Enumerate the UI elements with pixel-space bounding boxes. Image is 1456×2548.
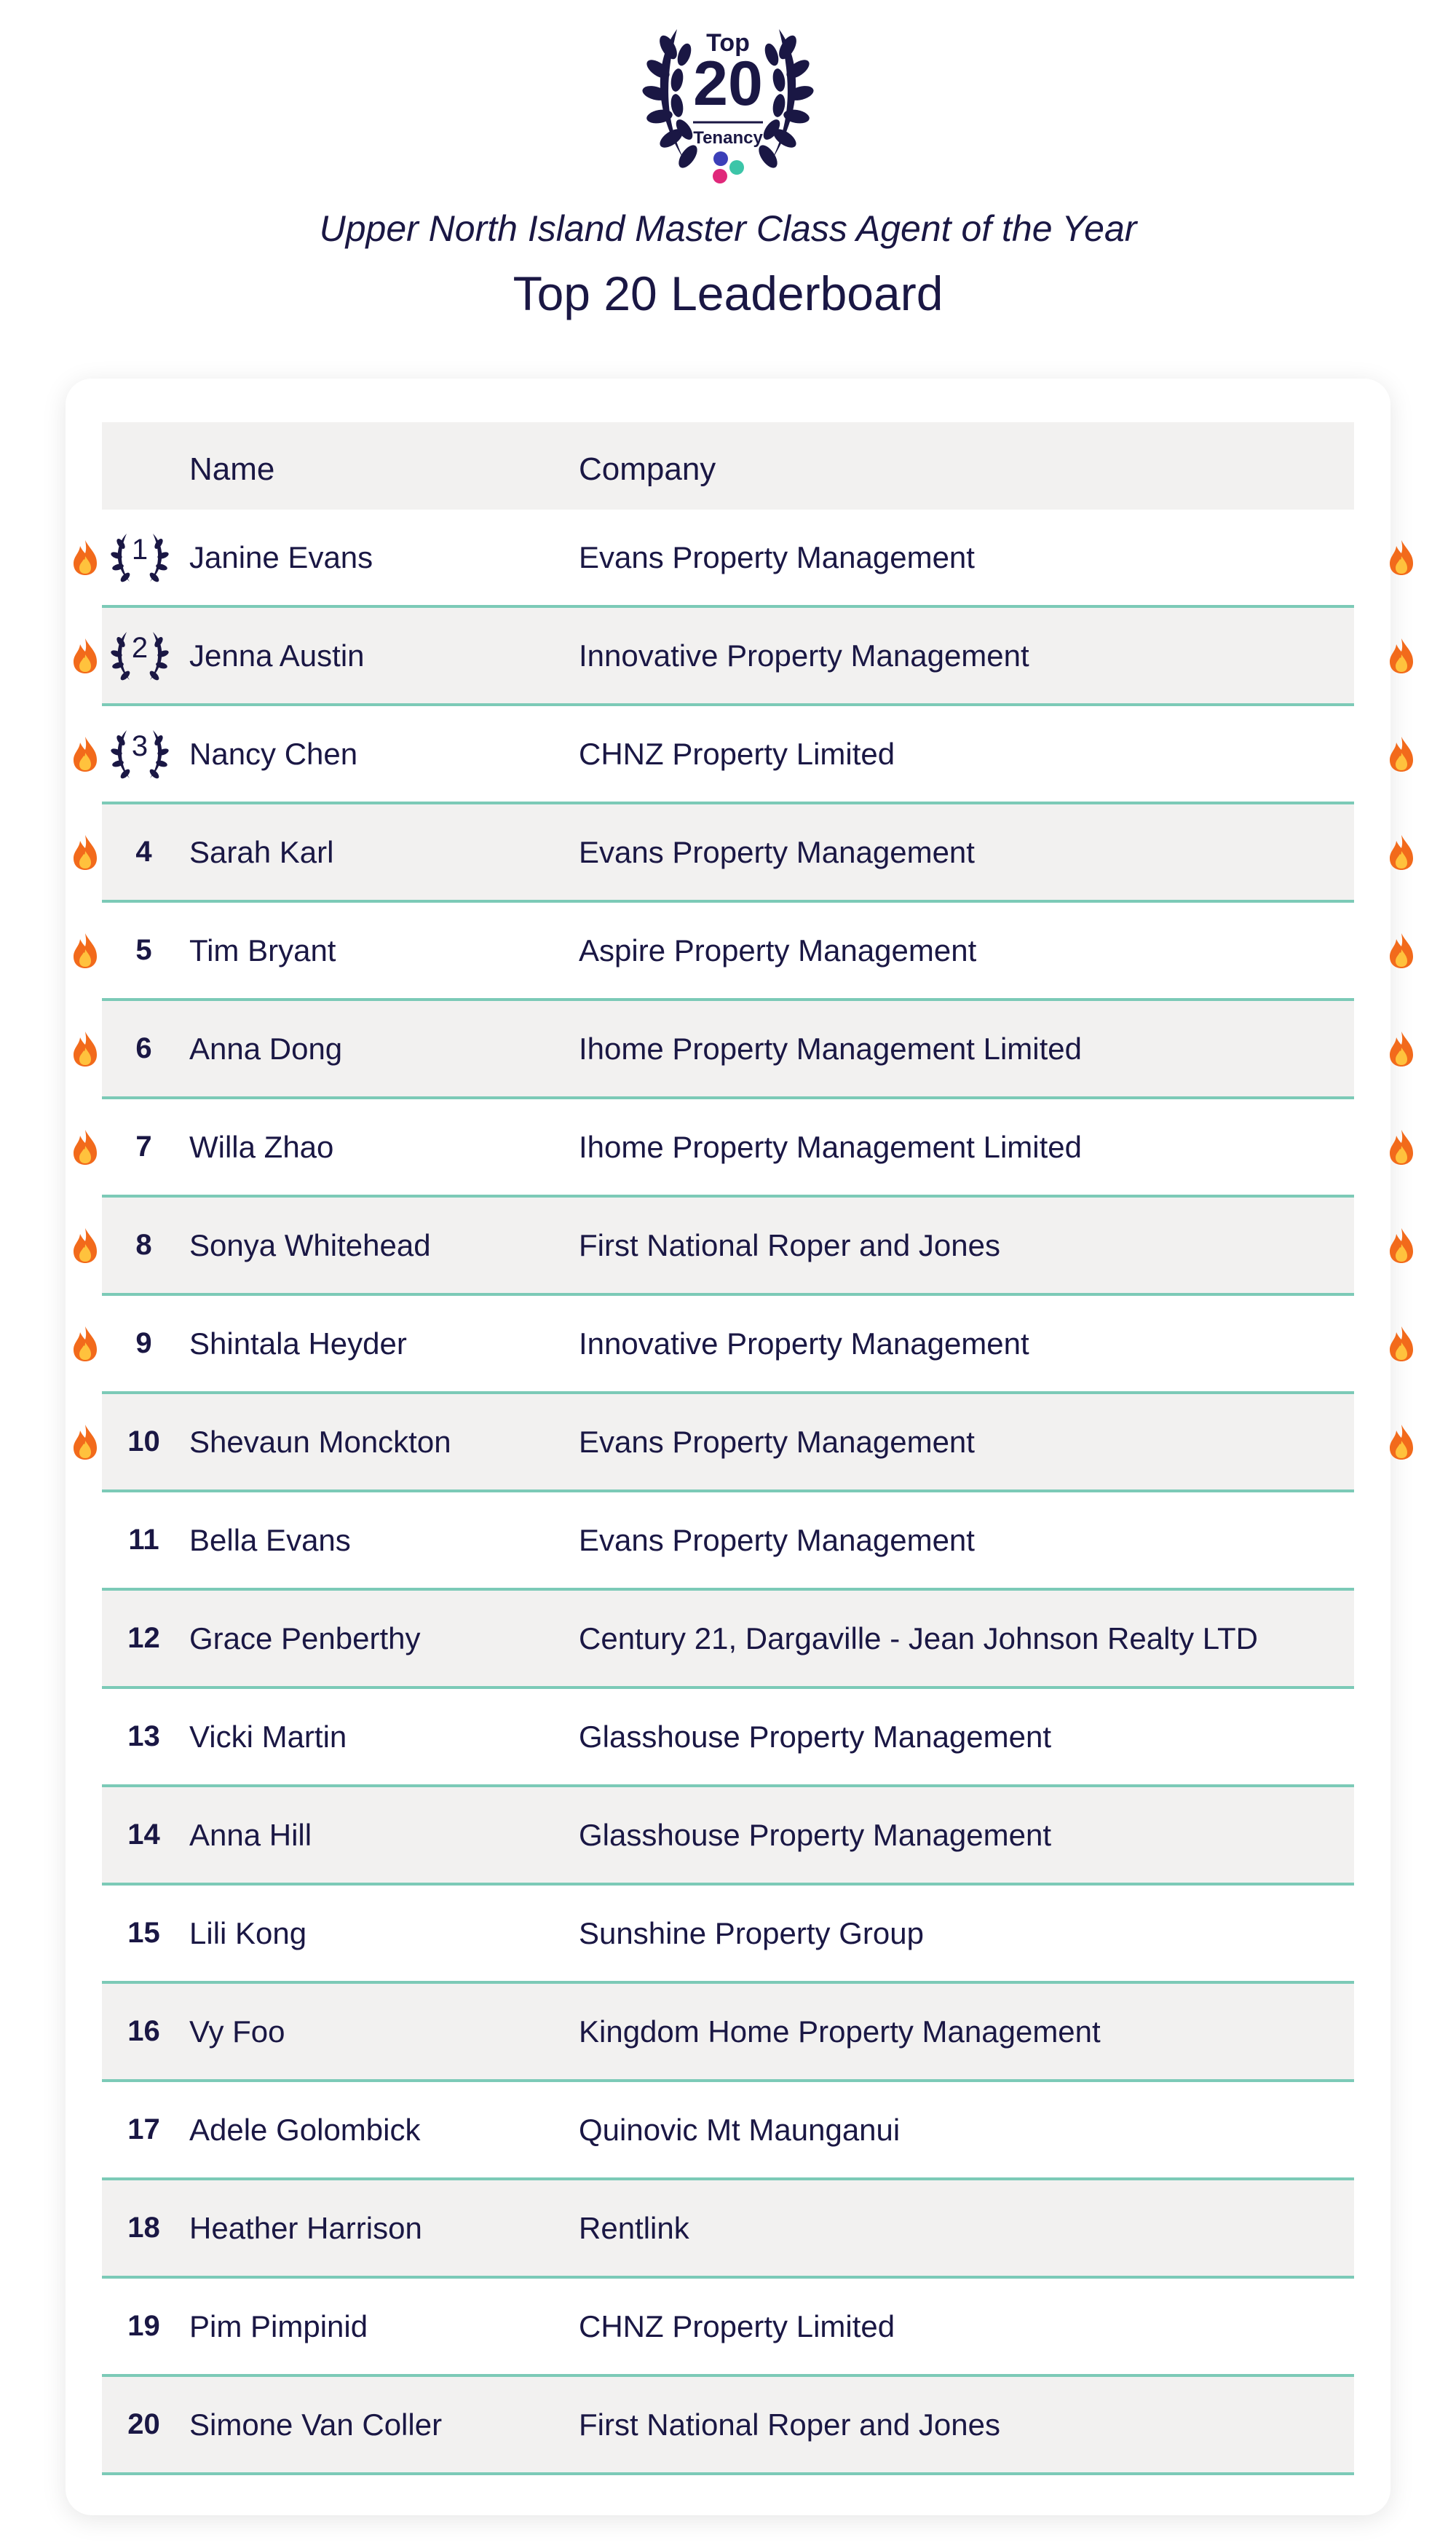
agent-company: CHNZ Property Limited [579, 2309, 895, 2343]
table-row [102, 903, 1354, 1001]
rank-number: 16 [127, 2015, 160, 2047]
agent-company: Evans Property Management [579, 835, 975, 869]
logo-dot-blue [713, 151, 728, 166]
logo-word: Tenancy [693, 128, 763, 148]
column-header-company: Company [579, 451, 716, 487]
agent-company: Evans Property Management [579, 1425, 975, 1459]
rank-number: 8 [135, 1229, 152, 1261]
agent-name: Shintala Heyder [189, 1326, 407, 1361]
fire-icon [1387, 1325, 1416, 1363]
agent-company: Glasshouse Property Management [579, 1818, 1052, 1852]
agent-name: Vicki Martin [189, 1720, 347, 1754]
agent-name: Vy Foo [189, 2014, 285, 2049]
fire-icon [71, 735, 100, 773]
logo-number: 20 [693, 49, 763, 119]
column-header-name: Name [189, 451, 275, 487]
agent-company: Century 21, Dargaville - Jean Johnson Realty LTD [579, 1621, 1259, 1655]
agent-name: Heather Harrison [189, 2211, 422, 2245]
rank-number: 9 [135, 1327, 152, 1359]
page-title: Top 20 Leaderboard [513, 266, 943, 320]
logo-top-text: Top [706, 29, 750, 57]
agent-company: Ihome Property Management Limited [579, 1032, 1083, 1066]
agent-company: Ihome Property Management Limited [579, 1130, 1083, 1164]
agent-company: CHNZ Property Limited [579, 737, 895, 771]
rank-number: 7 [135, 1131, 152, 1163]
agent-name: Lili Kong [189, 1916, 307, 1950]
agent-company: Innovative Property Management [579, 1326, 1029, 1361]
agent-name: Simone Van Coller [189, 2407, 443, 2442]
page-subtitle: Upper North Island Master Class Agent of the Year [319, 208, 1137, 249]
fire-icon [71, 1325, 100, 1363]
rank-laurel-badge [108, 528, 172, 587]
agent-name: Jenna Austin [189, 638, 365, 673]
agent-name: Janine Evans [189, 540, 373, 574]
agent-name: Adele Golombick [189, 2113, 421, 2147]
fire-icon [1387, 1030, 1416, 1068]
table-row [102, 1492, 1354, 1591]
agent-name: Tim Bryant [189, 933, 336, 968]
table-row [102, 1099, 1354, 1198]
fire-icon [1387, 1423, 1416, 1461]
rank-number: 12 [127, 1622, 160, 1654]
table-row [102, 1689, 1354, 1787]
rank-number: 5 [135, 934, 152, 966]
agent-name: Pim Pimpinid [189, 2309, 368, 2343]
fire-icon [71, 539, 100, 577]
fire-icon [1387, 932, 1416, 970]
fire-icon [71, 1423, 100, 1461]
table-row [102, 510, 1354, 608]
rank-laurel-badge [108, 626, 172, 686]
agent-name: Anna Hill [189, 1818, 312, 1852]
table-row [102, 2377, 1354, 2475]
logo-dot-pink [713, 169, 727, 183]
top20-tenancy-logo [626, 15, 830, 189]
agent-name: Grace Penberthy [189, 1621, 421, 1655]
agent-company: Evans Property Management [579, 1523, 975, 1557]
agent-name: Sarah Karl [189, 835, 334, 869]
logo-dot-teal [729, 160, 744, 175]
rank-number: 4 [135, 836, 152, 868]
agent-company: Quinovic Mt Maunganui [579, 2113, 901, 2147]
page-header [0, 0, 1456, 364]
fire-icon [1387, 539, 1416, 577]
rank-number: 20 [127, 2408, 160, 2440]
agent-name: Sonya Whitehead [189, 1228, 431, 1262]
rank-number: 17 [127, 2113, 160, 2145]
fire-icon [1387, 637, 1416, 675]
table-row [102, 706, 1354, 804]
fire-icon [1387, 1227, 1416, 1265]
rank-number: 15 [127, 1917, 160, 1949]
rank-number: 14 [127, 1819, 160, 1851]
fire-icon [71, 932, 100, 970]
table-row [102, 1984, 1354, 2082]
rank-number: 11 [128, 1524, 159, 1556]
table-row [102, 608, 1354, 706]
table-row [102, 1296, 1354, 1394]
rank-number: 3 [131, 730, 149, 762]
agent-name: Bella Evans [189, 1523, 351, 1557]
fire-icon [71, 1227, 100, 1265]
rank-laurel-badge [108, 724, 172, 784]
fire-icon [1387, 1128, 1416, 1166]
agent-company: Sunshine Property Group [579, 1916, 924, 1950]
agent-name: Nancy Chen [189, 737, 358, 771]
table-row [102, 2279, 1354, 2377]
agent-company: First National Roper and Jones [579, 1228, 1000, 1262]
fire-icon [71, 1030, 100, 1068]
table-row [102, 1886, 1354, 1984]
table-row [102, 1001, 1354, 1099]
table-row [102, 1591, 1354, 1689]
table-row [102, 1198, 1354, 1296]
rank-number: 13 [127, 1720, 160, 1752]
table-row [102, 2082, 1354, 2180]
table-row [102, 2180, 1354, 2279]
agent-company: First National Roper and Jones [579, 2407, 1000, 2442]
agent-name: Willa Zhao [189, 1130, 334, 1164]
agent-company: Rentlink [579, 2211, 689, 2245]
fire-icon [1387, 735, 1416, 773]
rank-number: 1 [131, 534, 149, 566]
agent-name: Anna Dong [189, 1032, 343, 1066]
agent-company: Innovative Property Management [579, 638, 1029, 673]
fire-icon [71, 834, 100, 871]
agent-company: Glasshouse Property Management [579, 1720, 1052, 1754]
fire-icon [1387, 834, 1416, 871]
rank-number: 10 [127, 1425, 160, 1457]
agent-company: Aspire Property Management [579, 933, 977, 968]
table-header [102, 422, 1354, 510]
table-row [102, 804, 1354, 903]
table-row [102, 1787, 1354, 1886]
table-row [102, 1394, 1354, 1492]
rank-number: 2 [131, 632, 149, 664]
fire-icon [71, 1128, 100, 1166]
fire-icon [71, 637, 100, 675]
agent-company: Kingdom Home Property Management [579, 2014, 1101, 2049]
agent-company: Evans Property Management [579, 540, 975, 574]
rank-number: 18 [127, 2212, 160, 2244]
agent-name: Shevaun Monckton [189, 1425, 451, 1459]
rank-number: 19 [127, 2310, 160, 2342]
rank-number: 6 [135, 1032, 152, 1064]
